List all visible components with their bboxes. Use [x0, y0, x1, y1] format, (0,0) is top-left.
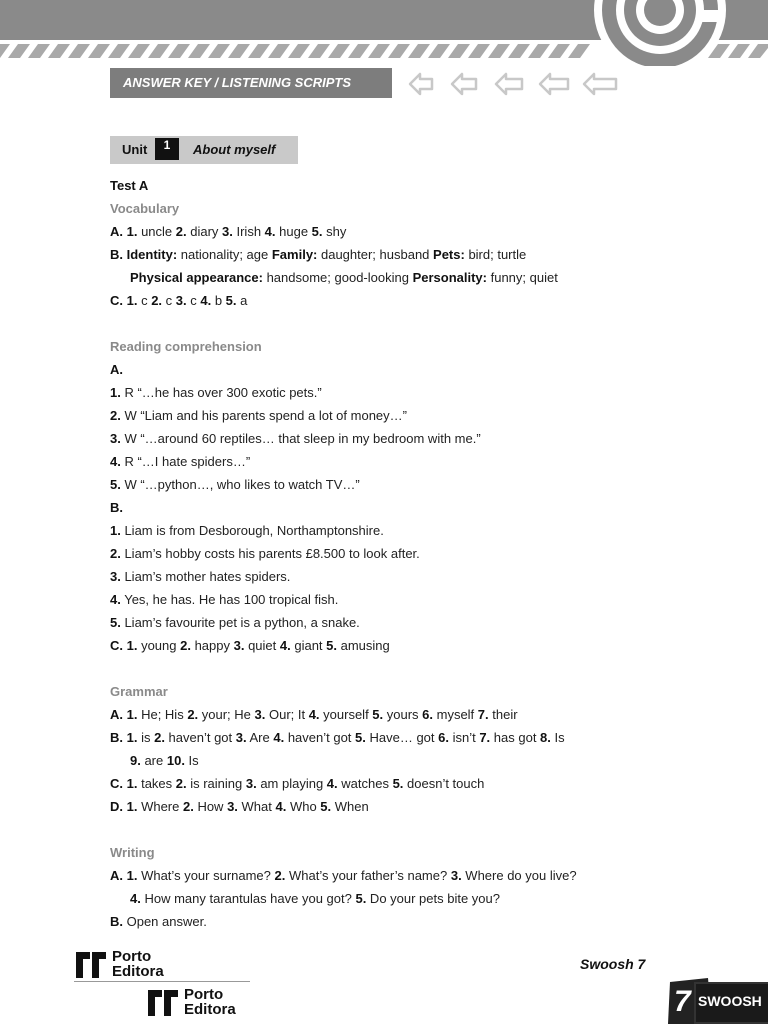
- reading-answer-c: C. 1. young 2. happy 3. quiet 4. giant 5. amusing: [110, 638, 390, 653]
- vocabulary-answer-b-line2: Physical appearance: handsome; good-looking Personality: funny; quiet: [130, 270, 558, 285]
- publisher-name-line1: Porto: [112, 948, 152, 965]
- reading-a-item: 4. R “…I hate spiders…”: [110, 454, 251, 469]
- publisher-name-line1: Porto: [184, 986, 224, 1003]
- writing-answer-b: B. Open answer.: [110, 914, 207, 929]
- publisher-name-line2: Editora: [184, 1001, 236, 1018]
- grammar-answer-a: A. 1. He; His 2. your; He 3. Our; It 4. yourself 5. yours 6. myself 7. their: [110, 707, 518, 722]
- page-badge: [668, 978, 768, 1024]
- reading-b-item: 3. Liam’s mother hates spiders.: [110, 569, 291, 584]
- grammar-title: Grammar: [110, 684, 168, 699]
- publisher-logo: [74, 948, 178, 982]
- reading-a-label: A.: [110, 362, 123, 377]
- reading-b-item: 2. Liam’s hobby costs his parents £8.500 to look after.: [110, 546, 420, 561]
- reading-b-item: 1. Liam is from Desborough, Northamptonshire.: [110, 523, 384, 538]
- reading-title: Reading comprehension: [110, 339, 262, 354]
- writing-answer-a-line1: A. 1. What’s your surname? 2. What’s your father’s name? 3. Where do you live?: [110, 868, 577, 883]
- reading-b-item: 4. Yes, he has. He has 100 tropical fish.: [110, 592, 339, 607]
- writing-title: Writing: [110, 845, 155, 860]
- writing-answer-a-line2: 4. How many tarantulas have you got? 5. Do your pets bite you?: [130, 891, 501, 906]
- arrow-left-icons: [406, 68, 626, 100]
- unit-title: About myself: [193, 142, 276, 157]
- vocabulary-answer-a: A. 1. uncle 2. diary 3. Irish 4. huge 5. shy: [110, 224, 347, 239]
- grammar-answer-b-line1: B. 1. is 2. haven’t got 3. Are 4. haven’t got 5. Have… got 6. isn’t 7. has got 8. Is: [110, 730, 565, 745]
- reading-b-label: B.: [110, 500, 123, 515]
- vocabulary-answer-b-line1: B. Identity: nationality; age Family: daughter; husband Pets: bird; turtle: [110, 247, 527, 262]
- vocabulary-title: Vocabulary: [110, 201, 180, 216]
- reading-a-item: 3. W “…around 60 reptiles… that sleep in my bedroom with me.”: [110, 431, 481, 446]
- top-decorative-band: [0, 0, 768, 66]
- publisher-logo: [146, 986, 250, 1020]
- publisher-logo-icon: [146, 988, 180, 1018]
- unit-number-badge: 1: [155, 138, 179, 160]
- book-title: Swoosh 7: [580, 956, 646, 972]
- footer-divider: [74, 981, 250, 982]
- grammar-answer-c: C. 1. takes 2. is raining 3. am playing 4. watches 5. doesn’t touch: [110, 776, 485, 791]
- reading-a-item: 2. W “Liam and his parents spend a lot of money…”: [110, 408, 407, 423]
- vocabulary-answer-c: C. 1. c 2. c 3. c 4. b 5. a: [110, 293, 248, 308]
- publisher-logo-icon: [74, 950, 108, 980]
- grammar-answer-b-line2: 9. are 10. Is: [130, 753, 199, 768]
- answer-key-content: [110, 174, 670, 933]
- unit-heading: [110, 136, 298, 164]
- page-header-title: ANSWER KEY / LISTENING SCRIPTS: [110, 68, 392, 98]
- grammar-answer-d: D. 1. Where 2. How 3. What 4. Who 5. When: [110, 799, 369, 814]
- test-title: Test A: [110, 178, 149, 193]
- publisher-name-line2: Editora: [112, 963, 164, 980]
- reading-a-item: 1. R “…he has over 300 exotic pets.”: [110, 385, 322, 400]
- reading-a-item: 5. W “…python…, who likes to watch TV…”: [110, 477, 360, 492]
- reading-b-item: 5. Liam’s favourite pet is a python, a snake.: [110, 615, 360, 630]
- page-number: 7: [674, 985, 691, 1018]
- unit-label: Unit: [122, 142, 148, 157]
- badge-brand-logo: SWOOSH: [698, 993, 762, 1009]
